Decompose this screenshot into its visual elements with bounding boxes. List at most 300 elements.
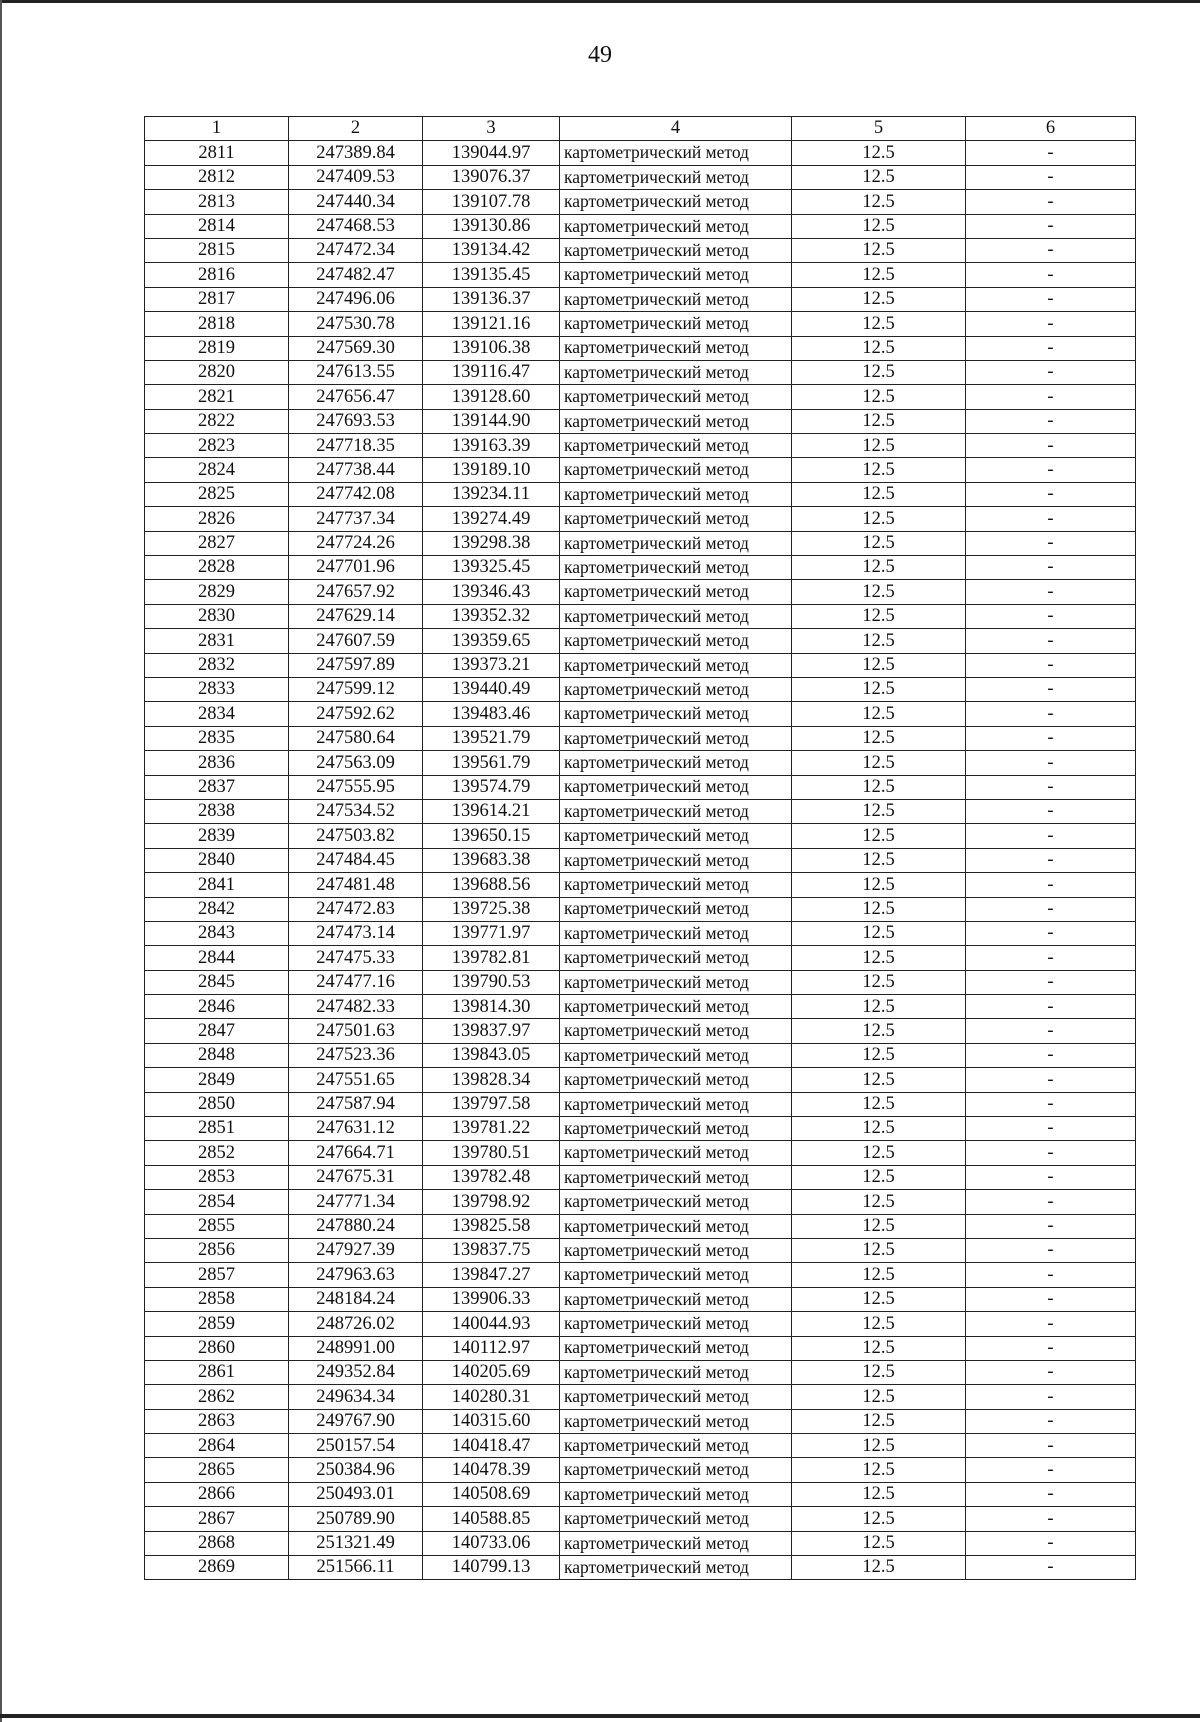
accuracy-cell: 12.5 bbox=[792, 1507, 966, 1531]
y-coordinate-cell: 140205.69 bbox=[423, 1360, 560, 1384]
table-row bbox=[145, 336, 1136, 360]
note-cell: - bbox=[966, 214, 1136, 238]
x-coordinate-cell: 248184.24 bbox=[289, 1287, 423, 1311]
x-coordinate-cell: 247534.52 bbox=[289, 799, 423, 823]
point-number-cell: 2852 bbox=[145, 1141, 289, 1165]
y-coordinate-cell: 139828.34 bbox=[423, 1068, 560, 1092]
note-cell: - bbox=[966, 1043, 1136, 1067]
method-cell: картометрический метод bbox=[560, 604, 792, 628]
x-coordinate-cell: 247963.63 bbox=[289, 1263, 423, 1287]
note-cell: - bbox=[966, 482, 1136, 506]
accuracy-cell: 12.5 bbox=[792, 629, 966, 653]
x-coordinate-cell: 247657.92 bbox=[289, 580, 423, 604]
point-number-cell: 2844 bbox=[145, 946, 289, 970]
accuracy-cell: 12.5 bbox=[792, 897, 966, 921]
method-cell: картометрический метод bbox=[560, 799, 792, 823]
accuracy-cell: 12.5 bbox=[792, 1287, 966, 1311]
point-number-cell: 2860 bbox=[145, 1336, 289, 1360]
x-coordinate-cell: 247742.08 bbox=[289, 482, 423, 506]
table-row bbox=[145, 1409, 1136, 1433]
point-number-cell: 2816 bbox=[145, 263, 289, 287]
note-cell: - bbox=[966, 238, 1136, 262]
table-row bbox=[145, 873, 1136, 897]
table-row bbox=[145, 434, 1136, 458]
x-coordinate-cell: 247656.47 bbox=[289, 385, 423, 409]
x-coordinate-cell: 247472.83 bbox=[289, 897, 423, 921]
table-row bbox=[145, 1165, 1136, 1189]
table-row bbox=[145, 751, 1136, 775]
method-cell: картометрический метод bbox=[560, 238, 792, 262]
point-number-cell: 2831 bbox=[145, 629, 289, 653]
y-coordinate-cell: 139614.21 bbox=[423, 799, 560, 823]
accuracy-cell: 12.5 bbox=[792, 946, 966, 970]
point-number-cell: 2820 bbox=[145, 360, 289, 384]
note-cell: - bbox=[966, 1336, 1136, 1360]
point-number-cell: 2814 bbox=[145, 214, 289, 238]
point-number-cell: 2868 bbox=[145, 1531, 289, 1555]
x-coordinate-cell: 247481.48 bbox=[289, 873, 423, 897]
note-cell: - bbox=[966, 604, 1136, 628]
method-cell: картометрический метод bbox=[560, 1482, 792, 1506]
table-row bbox=[145, 726, 1136, 750]
y-coordinate-cell: 139130.86 bbox=[423, 214, 560, 238]
x-coordinate-cell: 247737.34 bbox=[289, 507, 423, 531]
note-cell: - bbox=[966, 1482, 1136, 1506]
table-row bbox=[145, 1263, 1136, 1287]
accuracy-cell: 12.5 bbox=[792, 1214, 966, 1238]
note-cell: - bbox=[966, 1214, 1136, 1238]
method-cell: картометрический метод bbox=[560, 1434, 792, 1458]
x-coordinate-cell: 247501.63 bbox=[289, 1019, 423, 1043]
table-row bbox=[145, 312, 1136, 336]
method-cell: картометрический метод bbox=[560, 165, 792, 189]
note-cell: - bbox=[966, 141, 1136, 165]
method-cell: картометрический метод bbox=[560, 507, 792, 531]
y-coordinate-cell: 139683.38 bbox=[423, 848, 560, 872]
note-cell: - bbox=[966, 190, 1136, 214]
y-coordinate-cell: 139106.38 bbox=[423, 336, 560, 360]
accuracy-cell: 12.5 bbox=[792, 1043, 966, 1067]
point-number-cell: 2812 bbox=[145, 165, 289, 189]
y-coordinate-cell: 139234.11 bbox=[423, 482, 560, 506]
table-row bbox=[145, 677, 1136, 701]
y-coordinate-cell: 139044.97 bbox=[423, 141, 560, 165]
method-cell: картометрический метод bbox=[560, 1336, 792, 1360]
table-row bbox=[145, 214, 1136, 238]
accuracy-cell: 12.5 bbox=[792, 1238, 966, 1262]
y-coordinate-cell: 139725.38 bbox=[423, 897, 560, 921]
accuracy-cell: 12.5 bbox=[792, 385, 966, 409]
y-coordinate-cell: 139136.37 bbox=[423, 287, 560, 311]
accuracy-cell: 12.5 bbox=[792, 1531, 966, 1555]
note-cell: - bbox=[966, 580, 1136, 604]
note-cell: - bbox=[966, 1068, 1136, 1092]
note-cell: - bbox=[966, 726, 1136, 750]
accuracy-cell: 12.5 bbox=[792, 458, 966, 482]
y-coordinate-cell: 139128.60 bbox=[423, 385, 560, 409]
accuracy-cell: 12.5 bbox=[792, 1434, 966, 1458]
note-cell: - bbox=[966, 336, 1136, 360]
point-number-cell: 2838 bbox=[145, 799, 289, 823]
x-coordinate-cell: 247629.14 bbox=[289, 604, 423, 628]
method-cell: картометрический метод bbox=[560, 1141, 792, 1165]
method-cell: картометрический метод bbox=[560, 1458, 792, 1482]
method-cell: картометрический метод bbox=[560, 1019, 792, 1043]
y-coordinate-cell: 140508.69 bbox=[423, 1482, 560, 1506]
method-cell: картометрический метод bbox=[560, 531, 792, 555]
method-cell: картометрический метод bbox=[560, 946, 792, 970]
table-body bbox=[145, 141, 1136, 1580]
note-cell: - bbox=[966, 629, 1136, 653]
accuracy-cell: 12.5 bbox=[792, 1141, 966, 1165]
table-row bbox=[145, 1092, 1136, 1116]
y-coordinate-cell: 139790.53 bbox=[423, 970, 560, 994]
x-coordinate-cell: 247551.65 bbox=[289, 1068, 423, 1092]
point-number-cell: 2862 bbox=[145, 1385, 289, 1409]
point-number-cell: 2842 bbox=[145, 897, 289, 921]
x-coordinate-cell: 250157.54 bbox=[289, 1434, 423, 1458]
point-number-cell: 2859 bbox=[145, 1312, 289, 1336]
accuracy-cell: 12.5 bbox=[792, 1263, 966, 1287]
method-cell: картометрический метод bbox=[560, 482, 792, 506]
table-row bbox=[145, 482, 1136, 506]
y-coordinate-cell: 139798.92 bbox=[423, 1190, 560, 1214]
table-row bbox=[145, 165, 1136, 189]
y-coordinate-cell: 140315.60 bbox=[423, 1409, 560, 1433]
accuracy-cell: 12.5 bbox=[792, 531, 966, 555]
method-cell: картометрический метод bbox=[560, 1238, 792, 1262]
x-coordinate-cell: 247503.82 bbox=[289, 824, 423, 848]
y-coordinate-cell: 139837.97 bbox=[423, 1019, 560, 1043]
point-number-cell: 2833 bbox=[145, 677, 289, 701]
method-cell: картометрический метод bbox=[560, 190, 792, 214]
y-coordinate-cell: 139107.78 bbox=[423, 190, 560, 214]
note-cell: - bbox=[966, 775, 1136, 799]
y-coordinate-cell: 139688.56 bbox=[423, 873, 560, 897]
table-row bbox=[145, 458, 1136, 482]
coordinates-table bbox=[144, 116, 1136, 1580]
note-cell: - bbox=[966, 1092, 1136, 1116]
x-coordinate-cell: 249634.34 bbox=[289, 1385, 423, 1409]
point-number-cell: 2864 bbox=[145, 1434, 289, 1458]
y-coordinate-cell: 139483.46 bbox=[423, 702, 560, 726]
note-cell: - bbox=[966, 946, 1136, 970]
note-cell: - bbox=[966, 1531, 1136, 1555]
method-cell: картометрический метод bbox=[560, 1263, 792, 1287]
x-coordinate-cell: 247592.62 bbox=[289, 702, 423, 726]
accuracy-cell: 12.5 bbox=[792, 1190, 966, 1214]
x-coordinate-cell: 251566.11 bbox=[289, 1556, 423, 1580]
table-row bbox=[145, 1287, 1136, 1311]
note-cell: - bbox=[966, 897, 1136, 921]
x-coordinate-cell: 248991.00 bbox=[289, 1336, 423, 1360]
table-row bbox=[145, 507, 1136, 531]
x-coordinate-cell: 247482.33 bbox=[289, 995, 423, 1019]
accuracy-cell: 12.5 bbox=[792, 1117, 966, 1141]
point-number-cell: 2843 bbox=[145, 921, 289, 945]
accuracy-cell: 12.5 bbox=[792, 848, 966, 872]
point-number-cell: 2847 bbox=[145, 1019, 289, 1043]
point-number-cell: 2830 bbox=[145, 604, 289, 628]
accuracy-cell: 12.5 bbox=[792, 799, 966, 823]
point-number-cell: 2866 bbox=[145, 1482, 289, 1506]
table-row bbox=[145, 848, 1136, 872]
method-cell: картометрический метод bbox=[560, 1507, 792, 1531]
x-coordinate-cell: 247880.24 bbox=[289, 1214, 423, 1238]
y-coordinate-cell: 139352.32 bbox=[423, 604, 560, 628]
x-coordinate-cell: 247555.95 bbox=[289, 775, 423, 799]
table-row bbox=[145, 360, 1136, 384]
point-number-cell: 2835 bbox=[145, 726, 289, 750]
note-cell: - bbox=[966, 751, 1136, 775]
accuracy-cell: 12.5 bbox=[792, 1360, 966, 1384]
point-number-cell: 2811 bbox=[145, 141, 289, 165]
method-cell: картометрический метод bbox=[560, 677, 792, 701]
accuracy-cell: 12.5 bbox=[792, 1092, 966, 1116]
y-coordinate-cell: 139906.33 bbox=[423, 1287, 560, 1311]
point-number-cell: 2869 bbox=[145, 1556, 289, 1580]
accuracy-cell: 12.5 bbox=[792, 1312, 966, 1336]
x-coordinate-cell: 247472.34 bbox=[289, 238, 423, 262]
table-row bbox=[145, 385, 1136, 409]
y-coordinate-cell: 139440.49 bbox=[423, 677, 560, 701]
method-cell: картометрический метод bbox=[560, 629, 792, 653]
accuracy-cell: 12.5 bbox=[792, 677, 966, 701]
point-number-cell: 2839 bbox=[145, 824, 289, 848]
table-row bbox=[145, 1360, 1136, 1384]
method-cell: картометрический метод bbox=[560, 409, 792, 433]
point-number-cell: 2837 bbox=[145, 775, 289, 799]
method-cell: картометрический метод bbox=[560, 287, 792, 311]
table-row bbox=[145, 1482, 1136, 1506]
point-number-cell: 2829 bbox=[145, 580, 289, 604]
note-cell: - bbox=[966, 799, 1136, 823]
accuracy-cell: 12.5 bbox=[792, 482, 966, 506]
point-number-cell: 2826 bbox=[145, 507, 289, 531]
y-coordinate-cell: 139782.48 bbox=[423, 1165, 560, 1189]
y-coordinate-cell: 139163.39 bbox=[423, 434, 560, 458]
table-row bbox=[145, 263, 1136, 287]
x-coordinate-cell: 247738.44 bbox=[289, 458, 423, 482]
note-cell: - bbox=[966, 1556, 1136, 1580]
point-number-cell: 2822 bbox=[145, 409, 289, 433]
accuracy-cell: 12.5 bbox=[792, 702, 966, 726]
accuracy-cell: 12.5 bbox=[792, 1385, 966, 1409]
y-coordinate-cell: 139782.81 bbox=[423, 946, 560, 970]
method-cell: картометрический метод bbox=[560, 263, 792, 287]
x-coordinate-cell: 247475.33 bbox=[289, 946, 423, 970]
point-number-cell: 2858 bbox=[145, 1287, 289, 1311]
x-coordinate-cell: 247599.12 bbox=[289, 677, 423, 701]
method-cell: картометрический метод bbox=[560, 1312, 792, 1336]
method-cell: картометрический метод bbox=[560, 434, 792, 458]
note-cell: - bbox=[966, 434, 1136, 458]
x-coordinate-cell: 247718.35 bbox=[289, 434, 423, 458]
method-cell: картометрический метод bbox=[560, 385, 792, 409]
x-coordinate-cell: 248726.02 bbox=[289, 1312, 423, 1336]
accuracy-cell: 12.5 bbox=[792, 434, 966, 458]
note-cell: - bbox=[966, 1263, 1136, 1287]
table-row bbox=[145, 409, 1136, 433]
method-cell: картометрический метод bbox=[560, 1043, 792, 1067]
note-cell: - bbox=[966, 653, 1136, 677]
table-row bbox=[145, 629, 1136, 653]
accuracy-cell: 12.5 bbox=[792, 1458, 966, 1482]
y-coordinate-cell: 139274.49 bbox=[423, 507, 560, 531]
y-coordinate-cell: 140588.85 bbox=[423, 1507, 560, 1531]
table-row bbox=[145, 824, 1136, 848]
table-row bbox=[145, 556, 1136, 580]
column-header: 3 bbox=[423, 117, 560, 141]
note-cell: - bbox=[966, 409, 1136, 433]
table-row bbox=[145, 1336, 1136, 1360]
accuracy-cell: 12.5 bbox=[792, 165, 966, 189]
method-cell: картометрический метод bbox=[560, 556, 792, 580]
y-coordinate-cell: 139134.42 bbox=[423, 238, 560, 262]
accuracy-cell: 12.5 bbox=[792, 336, 966, 360]
table-row bbox=[145, 799, 1136, 823]
table-row bbox=[145, 1214, 1136, 1238]
x-coordinate-cell: 247496.06 bbox=[289, 287, 423, 311]
y-coordinate-cell: 139373.21 bbox=[423, 653, 560, 677]
method-cell: картометрический метод bbox=[560, 1068, 792, 1092]
x-coordinate-cell: 247477.16 bbox=[289, 970, 423, 994]
point-number-cell: 2850 bbox=[145, 1092, 289, 1116]
accuracy-cell: 12.5 bbox=[792, 970, 966, 994]
point-number-cell: 2846 bbox=[145, 995, 289, 1019]
point-number-cell: 2824 bbox=[145, 458, 289, 482]
y-coordinate-cell: 140112.97 bbox=[423, 1336, 560, 1360]
accuracy-cell: 12.5 bbox=[792, 995, 966, 1019]
point-number-cell: 2845 bbox=[145, 970, 289, 994]
point-number-cell: 2827 bbox=[145, 531, 289, 555]
point-number-cell: 2836 bbox=[145, 751, 289, 775]
table-row bbox=[145, 1458, 1136, 1482]
accuracy-cell: 12.5 bbox=[792, 604, 966, 628]
note-cell: - bbox=[966, 531, 1136, 555]
method-cell: картометрический метод bbox=[560, 897, 792, 921]
accuracy-cell: 12.5 bbox=[792, 921, 966, 945]
x-coordinate-cell: 247484.45 bbox=[289, 848, 423, 872]
x-coordinate-cell: 247523.36 bbox=[289, 1043, 423, 1067]
accuracy-cell: 12.5 bbox=[792, 1019, 966, 1043]
x-coordinate-cell: 247613.55 bbox=[289, 360, 423, 384]
method-cell: картометрический метод bbox=[560, 1531, 792, 1555]
method-cell: картометрический метод bbox=[560, 970, 792, 994]
point-number-cell: 2823 bbox=[145, 434, 289, 458]
point-number-cell: 2813 bbox=[145, 190, 289, 214]
y-coordinate-cell: 140418.47 bbox=[423, 1434, 560, 1458]
x-coordinate-cell: 247473.14 bbox=[289, 921, 423, 945]
method-cell: картометрический метод bbox=[560, 214, 792, 238]
table-row bbox=[145, 1556, 1136, 1580]
x-coordinate-cell: 247409.53 bbox=[289, 165, 423, 189]
x-coordinate-cell: 247724.26 bbox=[289, 531, 423, 555]
x-coordinate-cell: 247530.78 bbox=[289, 312, 423, 336]
accuracy-cell: 12.5 bbox=[792, 214, 966, 238]
table-row bbox=[145, 946, 1136, 970]
point-number-cell: 2817 bbox=[145, 287, 289, 311]
method-cell: картометрический метод bbox=[560, 775, 792, 799]
point-number-cell: 2832 bbox=[145, 653, 289, 677]
note-cell: - bbox=[966, 1458, 1136, 1482]
note-cell: - bbox=[966, 360, 1136, 384]
y-coordinate-cell: 139574.79 bbox=[423, 775, 560, 799]
column-header: 5 bbox=[792, 117, 966, 141]
accuracy-cell: 12.5 bbox=[792, 190, 966, 214]
accuracy-cell: 12.5 bbox=[792, 580, 966, 604]
point-number-cell: 2854 bbox=[145, 1190, 289, 1214]
method-cell: картометрический метод bbox=[560, 360, 792, 384]
note-cell: - bbox=[966, 1117, 1136, 1141]
method-cell: картометрический метод bbox=[560, 580, 792, 604]
y-coordinate-cell: 139843.05 bbox=[423, 1043, 560, 1067]
x-coordinate-cell: 247927.39 bbox=[289, 1238, 423, 1262]
x-coordinate-cell: 247440.34 bbox=[289, 190, 423, 214]
y-coordinate-cell: 139797.58 bbox=[423, 1092, 560, 1116]
accuracy-cell: 12.5 bbox=[792, 287, 966, 311]
y-coordinate-cell: 139847.27 bbox=[423, 1263, 560, 1287]
x-coordinate-cell: 247693.53 bbox=[289, 409, 423, 433]
x-coordinate-cell: 247675.31 bbox=[289, 1165, 423, 1189]
table-row bbox=[145, 1019, 1136, 1043]
note-cell: - bbox=[966, 287, 1136, 311]
table-row bbox=[145, 580, 1136, 604]
y-coordinate-cell: 139814.30 bbox=[423, 995, 560, 1019]
x-coordinate-cell: 249767.90 bbox=[289, 1409, 423, 1433]
table-row bbox=[145, 1043, 1136, 1067]
point-number-cell: 2818 bbox=[145, 312, 289, 336]
note-cell: - bbox=[966, 263, 1136, 287]
column-header: 6 bbox=[966, 117, 1136, 141]
method-cell: картометрический метод bbox=[560, 1556, 792, 1580]
note-cell: - bbox=[966, 1165, 1136, 1189]
note-cell: - bbox=[966, 995, 1136, 1019]
x-coordinate-cell: 247631.12 bbox=[289, 1117, 423, 1141]
column-header: 1 bbox=[145, 117, 289, 141]
table-row bbox=[145, 287, 1136, 311]
point-number-cell: 2865 bbox=[145, 1458, 289, 1482]
point-number-cell: 2861 bbox=[145, 1360, 289, 1384]
y-coordinate-cell: 139346.43 bbox=[423, 580, 560, 604]
table-row bbox=[145, 141, 1136, 165]
y-coordinate-cell: 139144.90 bbox=[423, 409, 560, 433]
point-number-cell: 2841 bbox=[145, 873, 289, 897]
note-cell: - bbox=[966, 312, 1136, 336]
accuracy-cell: 12.5 bbox=[792, 409, 966, 433]
page-number: 49 bbox=[588, 42, 612, 68]
x-coordinate-cell: 247771.34 bbox=[289, 1190, 423, 1214]
point-number-cell: 2863 bbox=[145, 1409, 289, 1433]
y-coordinate-cell: 139189.10 bbox=[423, 458, 560, 482]
accuracy-cell: 12.5 bbox=[792, 1336, 966, 1360]
y-coordinate-cell: 139116.47 bbox=[423, 360, 560, 384]
scan-edge-top bbox=[0, 0, 1200, 3]
note-cell: - bbox=[966, 507, 1136, 531]
y-coordinate-cell: 139825.58 bbox=[423, 1214, 560, 1238]
x-coordinate-cell: 247468.53 bbox=[289, 214, 423, 238]
method-cell: картометрический метод bbox=[560, 848, 792, 872]
point-number-cell: 2825 bbox=[145, 482, 289, 506]
point-number-cell: 2848 bbox=[145, 1043, 289, 1067]
accuracy-cell: 12.5 bbox=[792, 263, 966, 287]
table-row bbox=[145, 702, 1136, 726]
accuracy-cell: 12.5 bbox=[792, 1068, 966, 1092]
note-cell: - bbox=[966, 677, 1136, 701]
x-coordinate-cell: 249352.84 bbox=[289, 1360, 423, 1384]
method-cell: картометрический метод bbox=[560, 995, 792, 1019]
method-cell: картометрический метод bbox=[560, 1214, 792, 1238]
